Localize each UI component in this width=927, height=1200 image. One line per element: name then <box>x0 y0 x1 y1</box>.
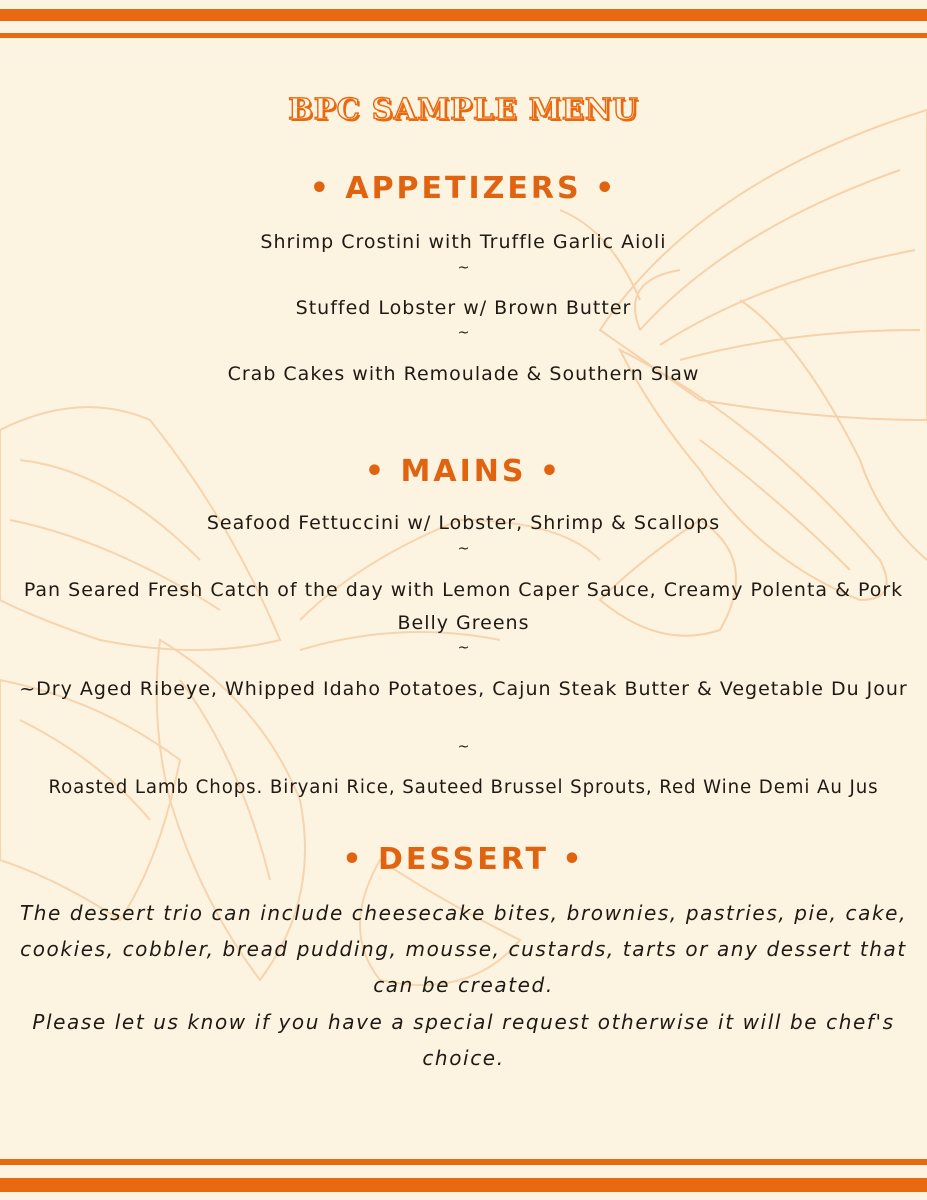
top-stripe-thin <box>0 33 927 38</box>
appetizer-item: Crab Cakes with Remoulade & Southern Slaw <box>227 363 700 385</box>
mains-heading: • MAINS • <box>364 454 563 489</box>
dessert-description: The dessert trio can include cheesecake bites, brownies, pastries, pie, cake, cookies, cobbler, bread pudding, mousse, custards, tarts or any dessert that can be created. <box>19 901 908 997</box>
appetizer-item: Shrimp Crostini with Truffle Garlic Aioli <box>260 231 667 253</box>
bottom-stripe-thick <box>0 1178 927 1192</box>
bottom-stripe-thin <box>0 1159 927 1165</box>
menu-title: BPC SAMPLE MENU <box>288 92 639 126</box>
main-item: Seafood Fettuccini w/ Lobster, Shrimp & Scallops <box>206 512 721 534</box>
main-item: ~Dry Aged Ribeye, Whipped Idaho Potatoes, Cajun Steak Butter & Vegetable Du Jour <box>19 678 908 700</box>
item-separator: ~ <box>457 739 470 755</box>
item-separator: ~ <box>457 325 470 341</box>
top-stripe-thick <box>0 9 927 21</box>
main-item: Roasted Lamb Chops. Biryani Rice, Sauteed Brussel Sprouts, Red Wine Demi Au Jus <box>48 777 879 798</box>
main-item: Pan Seared Fresh Catch of the day with Lemon Caper Sauce, Creamy Polenta & Pork Belly Greens <box>23 579 904 634</box>
item-separator: ~ <box>457 260 470 276</box>
dessert-note: Please let us know if you have a special request otherwise it will be chef's choice. <box>32 1010 895 1070</box>
dessert-heading: • DESSERT • <box>342 842 585 877</box>
appetizer-item: Stuffed Lobster w/ Brown Butter <box>295 297 632 319</box>
appetizers-heading: • APPETIZERS • <box>309 171 618 206</box>
item-separator: ~ <box>457 541 470 557</box>
item-separator: ~ <box>457 640 470 656</box>
